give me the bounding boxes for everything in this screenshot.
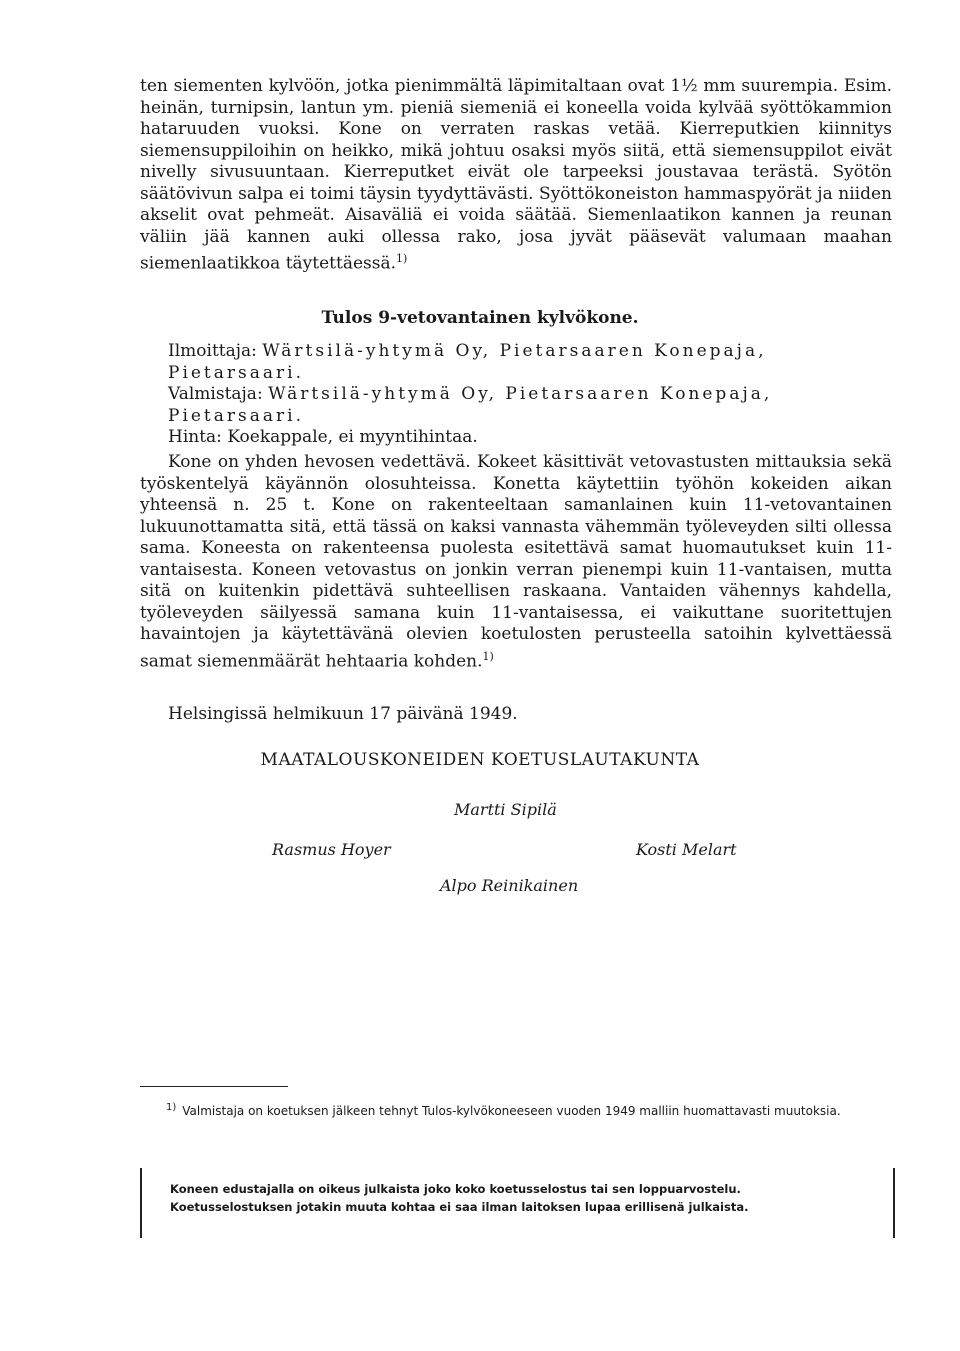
intro-footnote-ref: 1) <box>396 252 408 265</box>
footnote-divider <box>140 1086 288 1087</box>
price-value: Koekappale, ei myyntihintaa. <box>227 427 478 447</box>
manufacturer-label: Valmistaja: <box>168 384 263 404</box>
body-footnote-ref: 1) <box>482 649 494 663</box>
notice-box <box>140 1168 895 1238</box>
body-paragraph <box>140 452 892 673</box>
manufacturer-line <box>168 384 892 427</box>
footnote-text: Valmistaja on koetuksen jälkeen tehnyt Tulos-kylvökoneeseen vuoden 1949 malliin huomattavasti muutoksia. <box>182 1104 841 1118</box>
notice-line-2: Koetusselostuksen jotakin muuta kohtaa ei saa ilman laitoksen lupaa erillisenä julkaista. <box>170 1200 749 1214</box>
date-line: Helsingissä helmikuun 17 päivänä 1949. <box>168 704 518 724</box>
reporter-line <box>168 341 892 384</box>
signature-reinikainen: Alpo Reinikainen <box>440 876 579 895</box>
footnote <box>166 1099 892 1120</box>
reporter-label: Ilmoittaja: <box>168 341 257 361</box>
signature-hoyer: Rasmus Hoyer <box>272 840 391 859</box>
reporter-value: Wärtsilä-yhtymä Oy, Pietarsaaren Konepaja, Pietarsaari. <box>168 341 767 383</box>
footnote-mark: 1) <box>166 1102 177 1113</box>
info-block <box>168 341 892 449</box>
signature-melart: Kosti Melart <box>636 840 737 859</box>
price-line <box>168 427 892 449</box>
committee-name: MAATALOUSKONEIDEN KOETUSLAUTAKUNTA <box>260 750 700 770</box>
signature-sipila: Martti Sipilä <box>454 800 557 819</box>
intro-paragraph <box>140 76 892 275</box>
price-label: Hinta: <box>168 427 222 447</box>
intro-text: ten siementen kylvöön, jotka pienimmältä läpimitaltaan ovat 1½ mm suurempia. Esim. heinän, turnipsin, lantun ym. pieniä siemeniä ei koneella voida kylvää syöttökammion hataruuden vuoksi. Kone on verraten raskas vetää. Kierreputkien kiinnitys siemensuppiloihin on heikko, mikä johtuu osaksi myös siitä, että siemensuppilot eivät nivelly sivusuuntaan. Kierreputket eivät ole tarpeeksi joustavaa terästä. Syötön säätövivun salpa ei toimi täysin tyydyttävästi. Syöttökoneiston hammaspyörät ja niiden akselit ovat pehmeät. Aisaväliä ei voida säätää. Siemenlaatikon kannen ja reunan väliin jää kannen auki ollessa rako, josa jyvät pääsevät valumaan maahan siemenlaatikkoa täytettäessä. <box>140 76 892 274</box>
notice-line-1: Koneen edustajalla on oikeus julkaista joko koko koetusselostus tai sen loppuarvostelu. <box>170 1182 741 1196</box>
section-title: Tulos 9-vetovantainen kylvökone. <box>321 308 639 328</box>
manufacturer-value: Wärtsilä-yhtymä Oy, Pietarsaaren Konepaja, Pietarsaari. <box>168 384 773 426</box>
body-text: Kone on yhden hevosen vedettävä. Kokeet käsittivät vetovastusten mittauksia sekä työskentelyä käyännön olosuhteissa. Konetta käytettiin työhön kokeiden aikan yhteensä n. 25 t. Kone on rakenteeltaan samanlainen kuin 11-vetovantainen lukuunottamatta sitä, että tässä on kaksi vannasta vähemmän työleveyden silti ollessa sama. Koneesta on rakenteensa puolesta esitettävä samat huomautukset kuin 11-vantaisesta. Koneen vetovastus on jonkin verran pienempi kuin 11-vantaisen, mutta sitä on kuitenkin pidettävä suhteellisen raskaana. Vantaiden vähennys kahdella, työleveyden säilyessä samana kuin 11-vantaisessa, ei vaikuttane suoritettujen havaintojen ja käytettävänä olevien koetulosten perusteella satoihin kylvettäessä samat siemenmäärät hehtaaria kohden. <box>140 452 892 672</box>
